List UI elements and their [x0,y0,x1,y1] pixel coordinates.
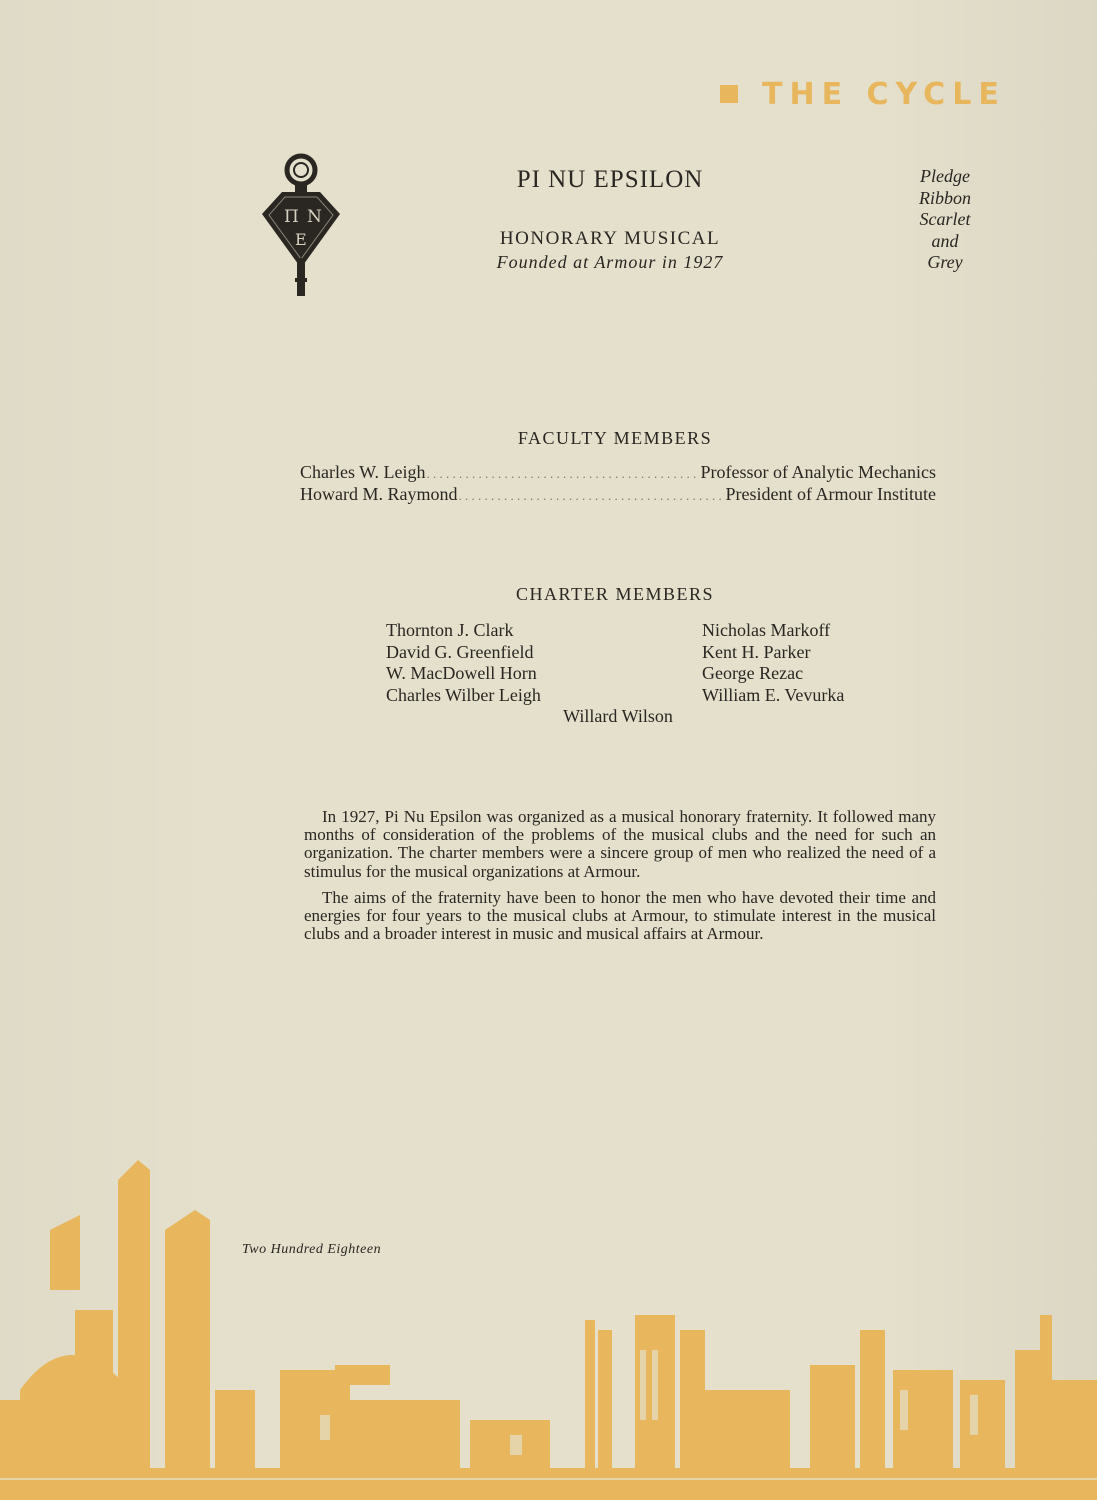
body-paragraph: The aims of the fraternity have been to honor the men who have devoted their time and energies for four years to the musical clubs at Armour, to stimulate interest in the musical clubs and a broader interest in music and musical affairs at Armour. [304,887,936,944]
charter-member: David G. Greenfield [386,641,534,662]
faculty-heading: FACULTY MEMBERS [517,428,713,448]
charter-heading: CHARTER MEMBERS [516,584,714,604]
history-text [304,808,936,951]
page-number: Two Hundred Eighteen [242,1242,382,1257]
faculty-row [300,462,936,483]
pledge-ribbon-block [900,166,990,274]
charter-member-center: Willard Wilson [563,706,673,726]
charter-member: W. MacDowell Horn [386,663,537,683]
founded-line: Founded at Armour in 1927 [496,252,724,272]
emblem-letter-nu: N [307,207,322,227]
charter-member: Kent H. Parker [702,641,811,662]
fraternity-key-icon [258,150,344,300]
faculty-name: Charles W. Leigh [300,462,426,482]
running-header [720,74,1010,114]
faculty-row [300,484,936,505]
faculty-name: Howard M. Raymond [300,484,458,504]
pledge-line: and [931,230,959,251]
charter-member: George Rezac [702,663,804,683]
fraternity-type: HONORARY MUSICAL [499,228,721,249]
pledge-line: Grey [927,252,963,272]
header-title: THE CYCLE [762,76,1006,112]
pledge-line: Pledge [920,166,970,186]
pledge-line: Ribbon [919,187,971,208]
charter-member: Charles Wilber Leigh [386,684,541,705]
header-square-ornament [720,85,738,103]
charter-member: Thornton J. Clark [386,620,514,640]
body-paragraph: In 1927, Pi Nu Epsilon was organized as a musical honorary fraternity. It followed many months of consideration of the problems of the musical clubs and the need for such an organization. The charter members were a sincere group of men who realized the need of a stimulus for the musical organizations at Armour. [304,807,936,881]
leader-dots [458,488,724,504]
charter-list-right [702,620,844,706]
emblem-letter-pi: Π [284,207,299,227]
leader-dots [426,466,699,482]
charter-list-left [386,620,541,706]
faculty-role: President of Armour Institute [725,484,936,504]
faculty-role: Professor of Analytic Mechanics [700,462,936,482]
pledge-line: Scarlet [919,209,971,229]
fraternity-name: PI NU EPSILON [516,166,704,193]
city-skyline-illustration [0,1150,1097,1500]
charter-member: Nicholas Markoff [702,620,831,640]
charter-member: William E. Vevurka [702,684,845,705]
emblem-letter-epsilon: E [295,230,307,249]
